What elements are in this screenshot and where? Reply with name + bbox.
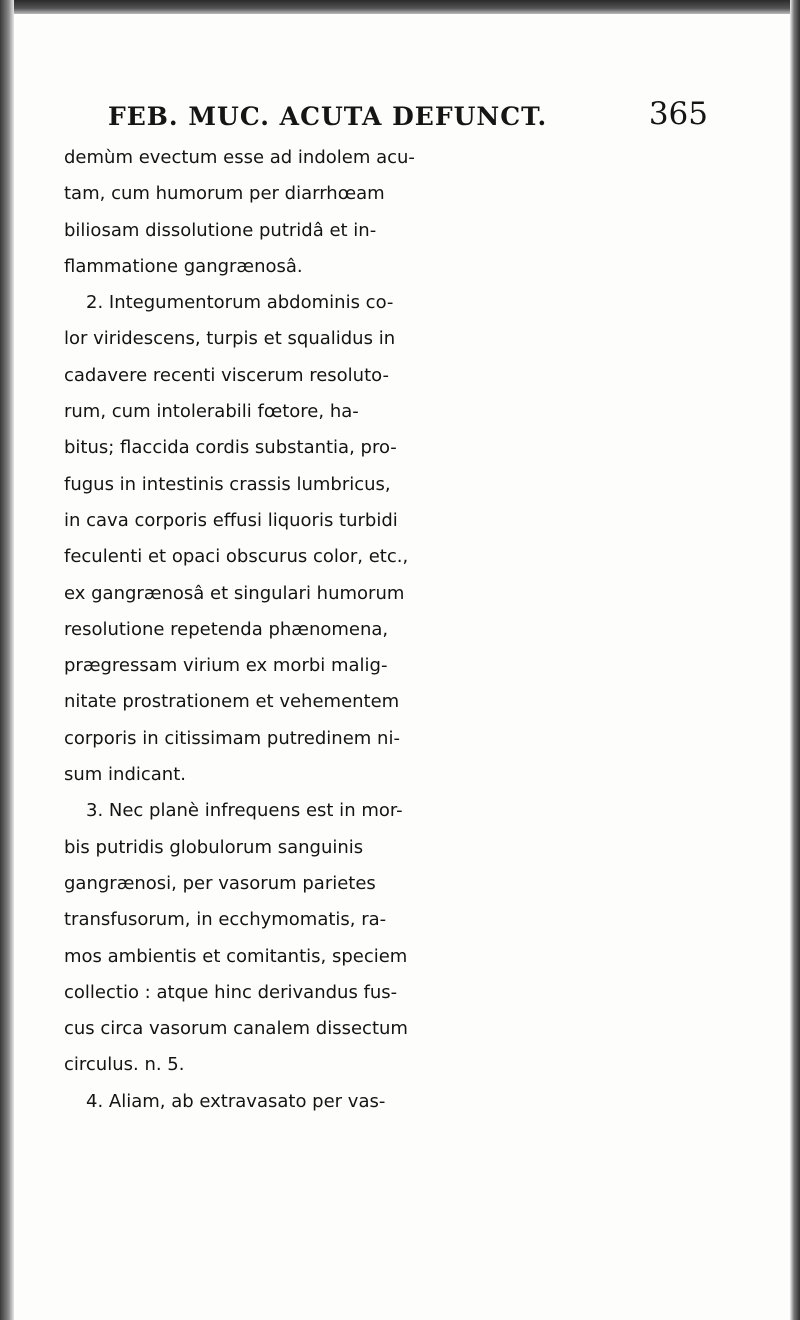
text-line: bitus; flaccida cordis substantia, pro- [64,437,397,459]
text-line: circulus. n. 5. [64,1054,185,1076]
text-line: ex gangrænosâ et singulari humorum [64,582,405,604]
text-line: prægressam virium ex morbi malig- [64,655,388,677]
text-line: gangrænosi, per vasorum parietes [64,872,376,894]
text-line: biliosam dissolutione putridâ et in- [64,219,377,241]
text-line: nitate prostrationem et vehementem [64,691,400,713]
page-left-edge-shadow [0,0,14,1320]
body-text [64,140,774,1120]
page-header [108,96,708,140]
text-line: bis putridis globulorum sanguinis [64,836,364,858]
text-line: in cava corporis effusi liquoris turbidi [64,509,398,531]
text-line: 4. Aliam, ab extravasato per vas- [86,1090,386,1112]
text-line: fugus in intestinis crassis lumbricus, [64,473,391,495]
text-line: resolutione repetenda phænomena, [64,618,389,640]
page-top-edge-shadow [0,0,800,14]
page-number: 365 [648,96,708,132]
text-line: flammatione gangrænosâ. [64,255,303,277]
text-line: cus circa vasorum canalem dissectum [64,1018,408,1040]
text-line: transfusorum, in ecchymomatis, ra- [64,909,387,931]
text-line: feculenti et opaci obscurus color, etc., [64,546,409,568]
text-line: cadavere recenti viscerum resoluto- [64,364,389,386]
running-head: FEB. MUC. ACUTA DEFUNCT. [108,102,548,131]
text-line: 3. Nec planè infrequens est in mor- [86,800,403,822]
text-line: lor viridescens, turpis et squalidus in [64,328,396,350]
text-line: sum indicant. [64,764,186,786]
text-line: 2. Integumentorum abdominis co- [86,292,394,314]
text-line: collectio : atque hinc derivandus fus- [64,981,398,1003]
page-right-edge-shadow [790,0,800,1320]
text-line: mos ambientis et comitantis, speciem [64,945,408,967]
text-line: tam, cum humorum per diarrhœam [64,183,385,205]
text-line: demùm evectum esse ad indolem acu- [64,147,415,168]
text-line: rum, cum intolerabili fœtore, ha- [64,401,359,423]
text-line: corporis in citissimam putredinem ni- [64,727,400,749]
